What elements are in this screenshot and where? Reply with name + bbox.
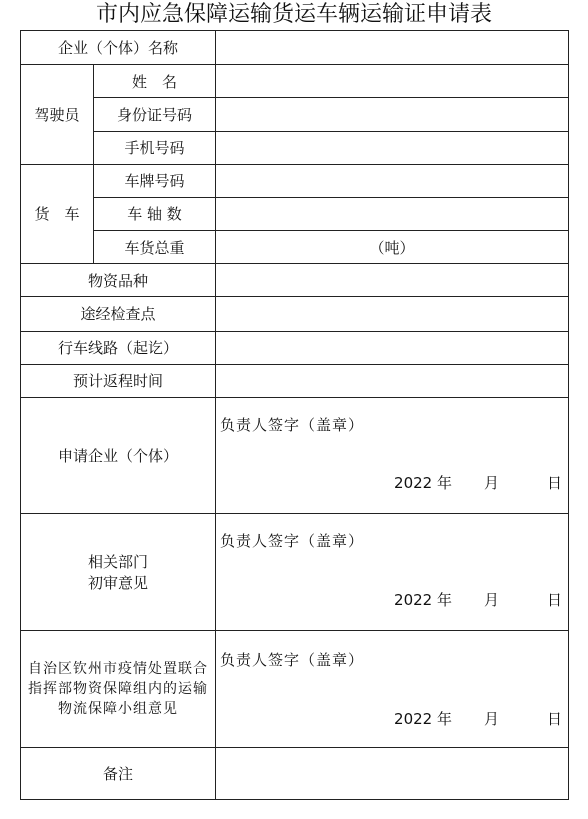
applicant-signature-area[interactable] xyxy=(216,397,569,514)
return-time-field[interactable] xyxy=(216,364,569,397)
driver-phone-label: 手机号码 xyxy=(94,131,216,164)
applicant-label: 申请企业（个体） xyxy=(21,397,216,514)
dept-date-year: 2022 年 xyxy=(394,591,452,610)
form-title: 市内应急保障运输货运车辆运输证申请表 xyxy=(95,2,492,27)
truck-group-label: 货 车 xyxy=(21,164,94,264)
hq-date-year: 2022 年 xyxy=(394,709,452,728)
applicant-date-year: 2022 年 xyxy=(394,474,452,493)
total-weight-label: 车货总重 xyxy=(94,231,216,264)
hq-date-day: 日 xyxy=(547,709,563,728)
applicant-date-month: 月 xyxy=(483,474,499,493)
checkpoints-label: 途经检查点 xyxy=(21,297,216,331)
driver-group-label: 驾驶员 xyxy=(21,65,94,165)
dept-date-day: 日 xyxy=(547,591,563,610)
axles-label: 车 轴 数 xyxy=(94,197,216,230)
applicant-date-day: 日 xyxy=(547,474,563,493)
driver-id-label: 身份证号码 xyxy=(94,98,216,131)
hq-signature-label: 负责人签字（盖章） xyxy=(220,651,365,670)
checkpoints-field[interactable] xyxy=(216,297,569,331)
dept-opinion-line2: 初审意见 xyxy=(88,574,149,593)
total-weight-field[interactable] xyxy=(216,231,569,264)
driver-phone-field[interactable] xyxy=(216,131,569,164)
company-name-field[interactable] xyxy=(216,31,569,65)
dept-opinion-label xyxy=(21,514,216,631)
dept-signature-area[interactable] xyxy=(216,514,569,631)
dept-date-month: 月 xyxy=(483,591,499,610)
route-field[interactable] xyxy=(216,331,569,364)
dept-signature-label: 负责人签字（盖章） xyxy=(220,532,365,551)
remarks-label: 备注 xyxy=(21,747,216,799)
return-time-label: 预计返程时间 xyxy=(21,364,216,397)
axles-field[interactable] xyxy=(216,197,569,230)
hq-signature-area[interactable] xyxy=(216,631,569,748)
driver-id-field[interactable] xyxy=(216,98,569,131)
hq-date-month: 月 xyxy=(483,709,499,728)
driver-name-field[interactable] xyxy=(216,65,569,98)
goods-label: 物资品种 xyxy=(21,264,216,297)
route-label: 行车线路（起讫） xyxy=(21,331,216,364)
goods-field[interactable] xyxy=(216,264,569,297)
remarks-field[interactable] xyxy=(216,747,569,799)
hq-opinion-label: 自治区钦州市疫情处置联合指挥部物资保障组内的运输物流保障小组意见 xyxy=(21,631,216,748)
weight-unit: （吨） xyxy=(369,238,415,257)
dept-opinion-line1: 相关部门 xyxy=(88,553,149,572)
dept-date xyxy=(394,589,562,610)
plate-label: 车牌号码 xyxy=(94,164,216,197)
application-form-table xyxy=(20,30,569,800)
plate-field[interactable] xyxy=(216,164,569,197)
applicant-signature-label: 负责人签字（盖章） xyxy=(220,415,365,434)
company-name-label: 企业（个体）名称 xyxy=(21,31,216,65)
driver-name-label: 姓 名 xyxy=(94,65,216,98)
applicant-date xyxy=(394,472,562,493)
hq-date xyxy=(394,708,562,729)
